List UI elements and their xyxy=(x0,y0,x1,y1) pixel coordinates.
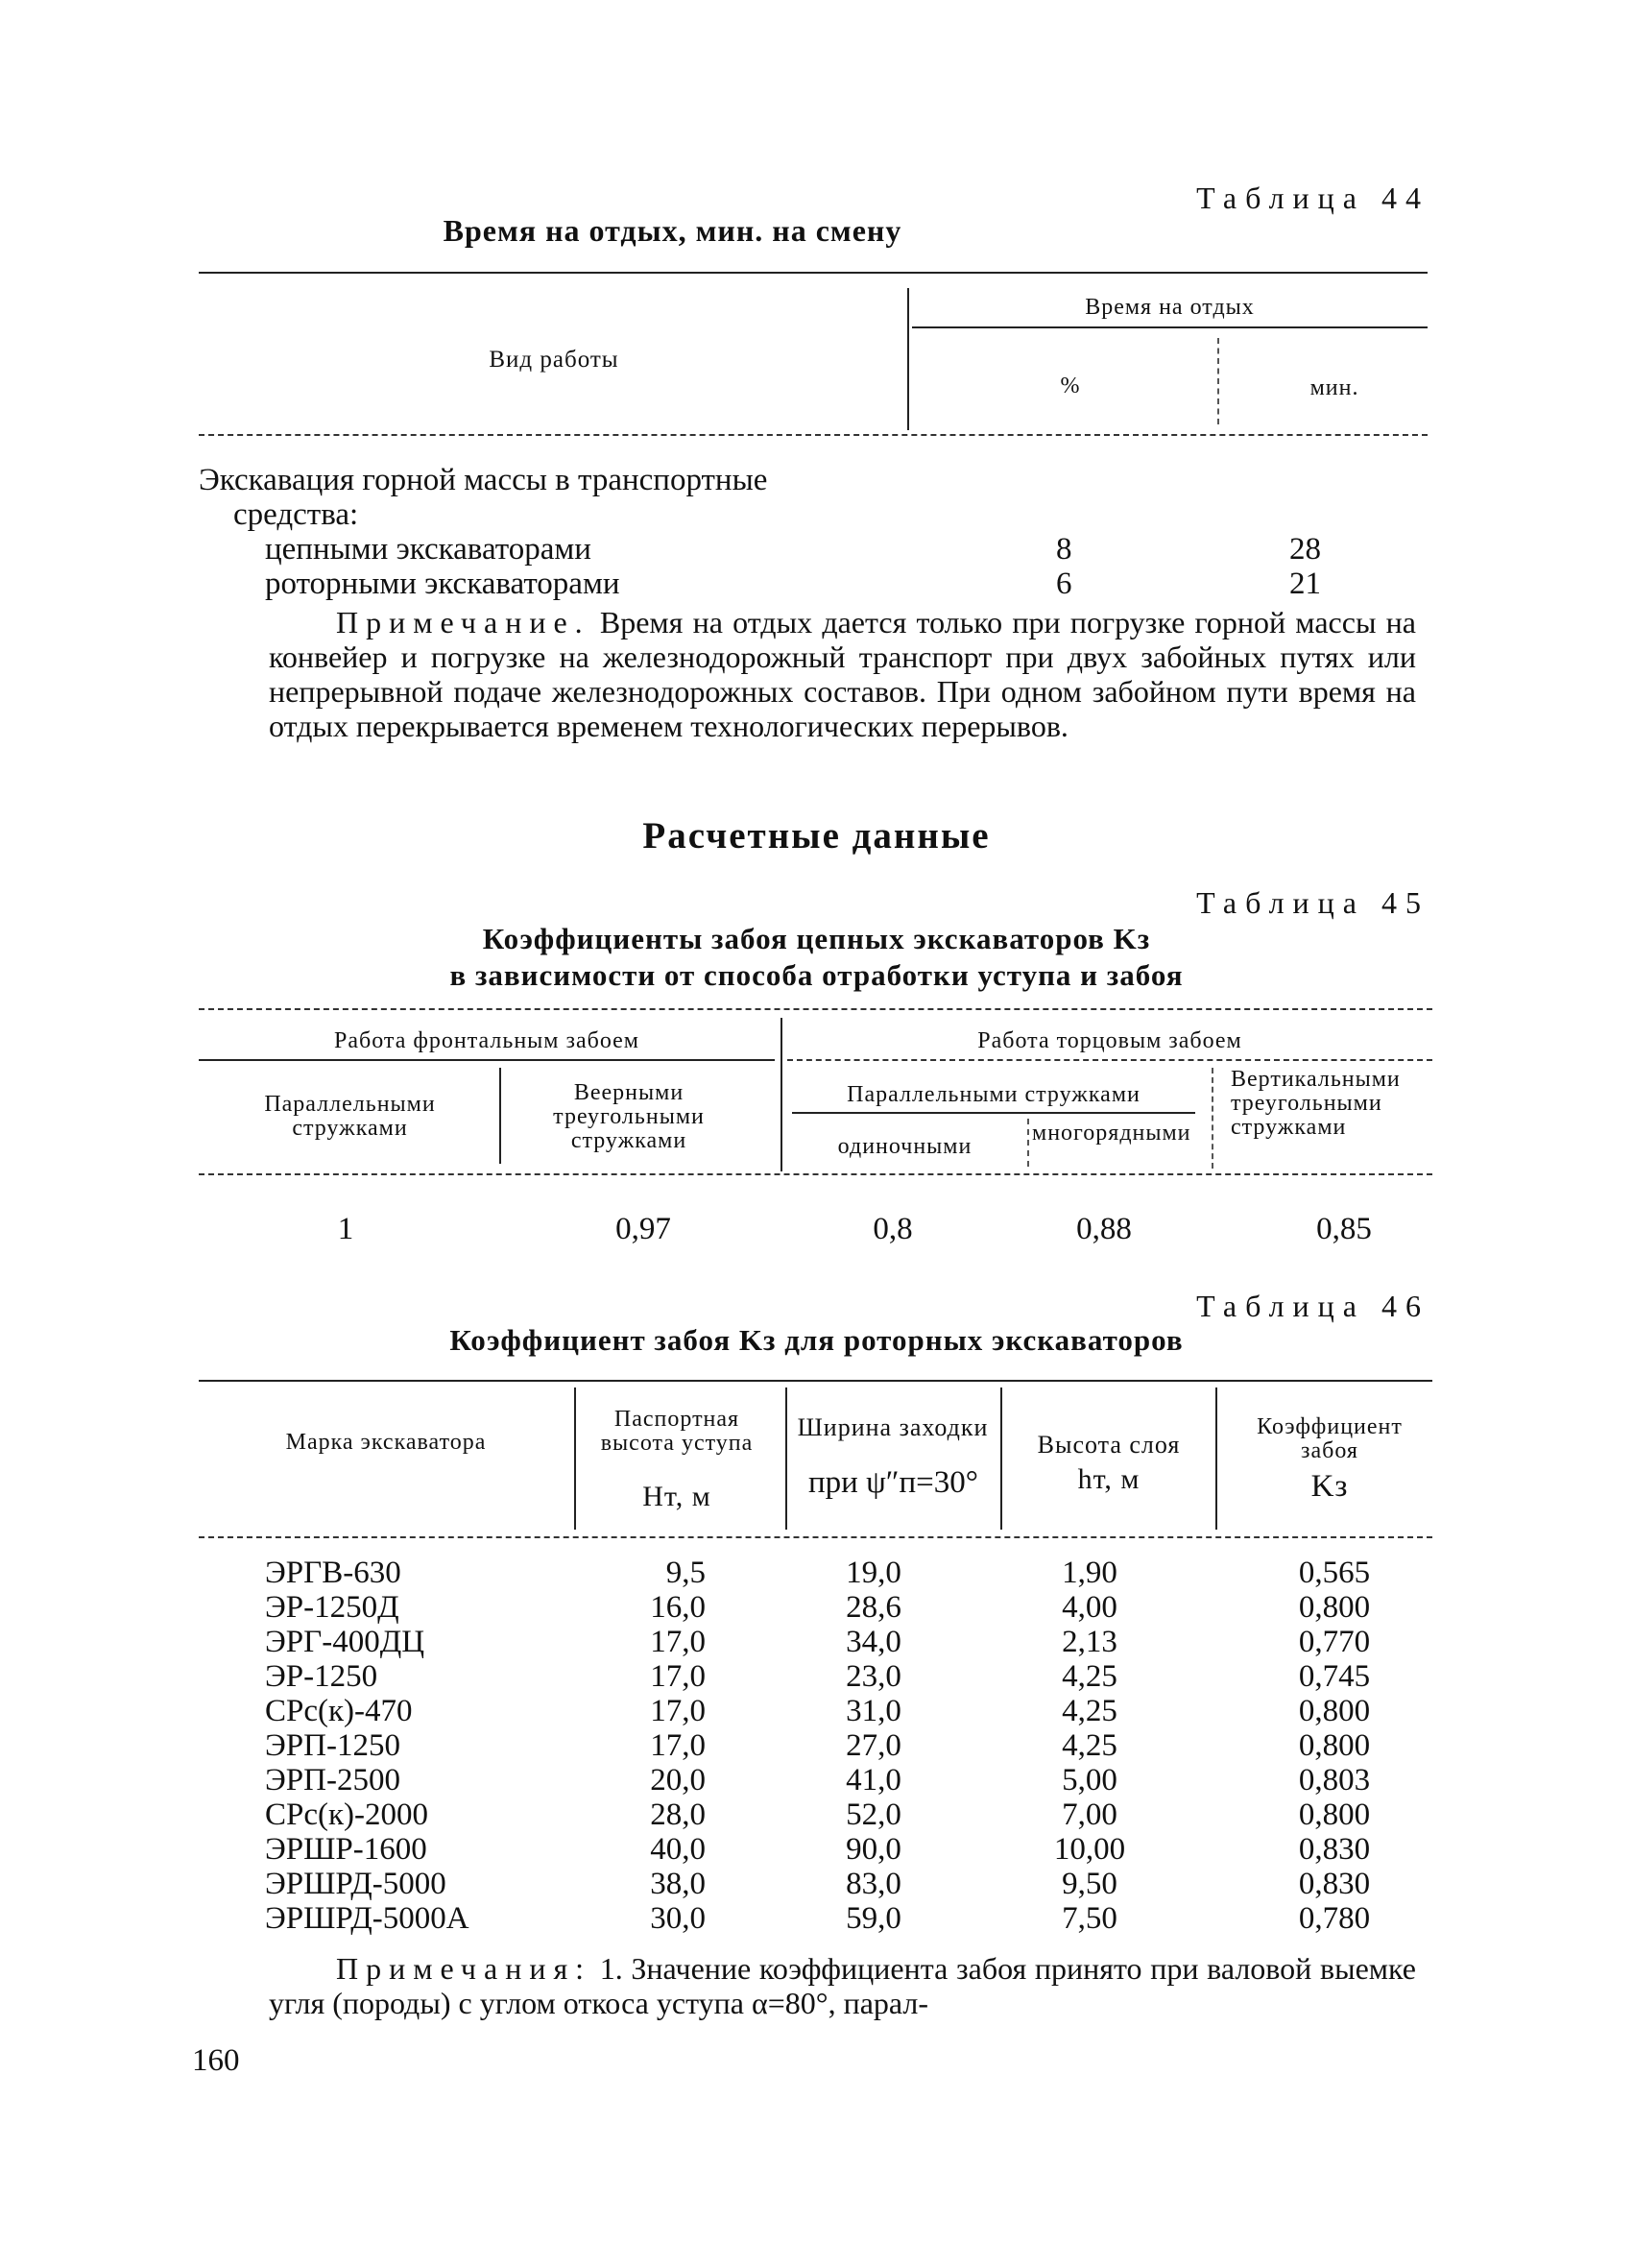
table-44-note xyxy=(269,605,1416,743)
table-46-brand: ЭРП-2500 xyxy=(265,1763,400,1798)
note-label: Примечания: xyxy=(336,1951,592,1986)
table-44-subdivider xyxy=(1217,338,1219,424)
table-46-height: 16,0 xyxy=(650,1590,706,1625)
table-46-h-coef-sym: Kз xyxy=(1310,1469,1349,1504)
table-44-header-min: мин. xyxy=(1309,375,1359,400)
table-46-divider-3 xyxy=(1000,1387,1002,1530)
table-46-h-layer: Высота слоя xyxy=(1037,1431,1181,1459)
table-46-layer: 9,50 xyxy=(1062,1867,1117,1901)
table-44-caption: Таблица 44 xyxy=(1196,181,1429,215)
table-44-header-group: Время на отдых xyxy=(1085,295,1255,320)
page-number: 160 xyxy=(192,2043,240,2078)
table-46-width: 19,0 xyxy=(846,1556,901,1590)
table-45-parallel-rule xyxy=(792,1112,1195,1114)
table-46-height: 9,5 xyxy=(665,1556,706,1590)
table-45-h-parallel2: Параллельными стружками xyxy=(847,1082,1141,1107)
table-44-row-pct: 8 xyxy=(1056,532,1072,567)
table-46-h-width: Ширина заходки xyxy=(797,1413,989,1441)
table-44-top-rule xyxy=(199,272,1428,274)
table-46-layer: 7,50 xyxy=(1062,1901,1117,1936)
table-46-caption: Таблица 46 xyxy=(1196,1289,1429,1323)
table-44-row-min: 28 xyxy=(1289,532,1321,567)
table-46-width: 41,0 xyxy=(846,1763,901,1798)
table-46-height: 17,0 xyxy=(650,1728,706,1763)
table-45-group-front: Работа фронтальным забоем xyxy=(334,1028,639,1053)
table-46-divider-1 xyxy=(574,1387,576,1530)
table-45-single-divider xyxy=(1027,1119,1029,1167)
table-44-title: Время на отдых, мин. на смену xyxy=(443,213,902,248)
note-label: Примечание. xyxy=(336,605,590,639)
table-46-width: 23,0 xyxy=(846,1659,901,1694)
table-46-h-layer-sym: hт, м xyxy=(1077,1463,1141,1495)
table-45-title-1: Коэффициенты забоя цепных экскаваторов Kз xyxy=(482,922,1151,955)
table-46-height: 40,0 xyxy=(650,1832,706,1867)
table-46-h-height: Паспортная высота уступа xyxy=(600,1407,754,1456)
table-44-header-bottom-rule xyxy=(199,434,1428,436)
table-46-coef: 0,800 xyxy=(1298,1590,1371,1625)
table-46-brand: ЭР-1250Д xyxy=(265,1590,399,1625)
table-46-width: 83,0 xyxy=(846,1867,901,1901)
table-46-layer: 4,00 xyxy=(1062,1590,1117,1625)
table-46-note xyxy=(269,1951,1416,2020)
table-46-coef: 0,803 xyxy=(1298,1763,1371,1798)
table-46-coef: 0,565 xyxy=(1298,1556,1371,1590)
table-46-top-rule xyxy=(199,1380,1432,1382)
table-46-layer: 1,90 xyxy=(1062,1556,1117,1590)
table-46-height: 17,0 xyxy=(650,1694,706,1728)
table-46-coef: 0,830 xyxy=(1298,1867,1371,1901)
table-45-title-2: в зависимости от способа отработки уступа и забоя xyxy=(449,958,1184,992)
table-46-brand: ЭРШР-1600 xyxy=(265,1832,427,1867)
table-46-brand: ЭР-1250 xyxy=(265,1659,378,1694)
table-44-header-work: Вид работы xyxy=(489,347,619,373)
table-45-top-rule xyxy=(199,1008,1432,1010)
table-46-coef: 0,800 xyxy=(1298,1728,1371,1763)
table-44-header-pct: % xyxy=(1060,374,1081,398)
table-45-front-rule xyxy=(199,1059,775,1061)
table-46-layer: 10,00 xyxy=(1053,1832,1126,1867)
table-46-brand: ЭРП-1250 xyxy=(265,1728,400,1763)
table-46-width: 90,0 xyxy=(846,1832,901,1867)
table-46-height: 38,0 xyxy=(650,1867,706,1901)
table-46-height: 28,0 xyxy=(650,1798,706,1832)
table-45-h-parallel: Параллельными стружками xyxy=(264,1092,436,1141)
table-46-width: 31,0 xyxy=(846,1694,901,1728)
table-46-height: 20,0 xyxy=(650,1763,706,1798)
table-45-value: 0,97 xyxy=(615,1212,671,1246)
table-44-row-label: роторными экскаваторами xyxy=(265,567,620,601)
section-title: Расчетные данные xyxy=(642,815,991,857)
table-44-subheader-rule xyxy=(912,326,1428,328)
table-45-sub-divider xyxy=(499,1068,501,1164)
table-46-coef: 0,800 xyxy=(1298,1798,1371,1832)
table-46-divider-4 xyxy=(1215,1387,1217,1530)
table-44-section-cont: средства: xyxy=(233,497,359,532)
table-45-h-vertical: Вертикальными треугольными стружками xyxy=(1231,1067,1401,1140)
table-46-width: 52,0 xyxy=(846,1798,901,1832)
note-text: 1. Значение коэффициента забоя принято при валовой выемке угля (породы) с углом откоса уступа α=80°, парал- xyxy=(269,1951,1416,2020)
table-45-h-single: одиночными xyxy=(837,1134,973,1159)
table-45-caption: Таблица 45 xyxy=(1196,885,1429,920)
table-46-brand: ЭРШРД-5000А xyxy=(265,1901,469,1936)
table-45-value: 1 xyxy=(337,1212,354,1246)
table-45-value: 0,85 xyxy=(1316,1212,1372,1246)
table-46-width: 34,0 xyxy=(846,1625,901,1659)
table-46-brand: СРс(к)-470 xyxy=(265,1694,413,1728)
table-46-brand: ЭРШРД-5000 xyxy=(265,1867,446,1901)
table-46-width: 28,6 xyxy=(846,1590,901,1625)
table-45-end-rule xyxy=(787,1059,1432,1061)
table-46-layer: 4,25 xyxy=(1062,1659,1117,1694)
table-45-value: 0,8 xyxy=(873,1212,913,1246)
note-text: Время на отдых дается только при погрузке горной массы на конвейер и погрузке на железнодорожный транспорт при двух забойных путях или непрерывной подаче железнодорожных составов. При одном забойном пути время на отдых перекрывается временем технологических перерывов. xyxy=(269,605,1416,743)
table-44-row-label: цепными экскаваторами xyxy=(265,532,591,567)
table-44-section: Экскавация горной массы в транспортные xyxy=(199,463,768,497)
table-46-brand: ЭРГВ-630 xyxy=(265,1556,401,1590)
table-45-header-bottom-rule xyxy=(199,1173,1432,1175)
table-46-divider-2 xyxy=(785,1387,787,1530)
table-46-height: 17,0 xyxy=(650,1659,706,1694)
table-46-coef: 0,780 xyxy=(1298,1901,1371,1936)
table-45-vertical-divider xyxy=(1212,1068,1213,1169)
table-46-h-height-sym: Hт, м xyxy=(642,1481,711,1512)
table-46-layer: 4,25 xyxy=(1062,1694,1117,1728)
table-46-header-bottom-rule xyxy=(199,1536,1432,1538)
table-46-coef: 0,770 xyxy=(1298,1625,1371,1659)
table-46-width: 59,0 xyxy=(846,1901,901,1936)
table-46-layer: 5,00 xyxy=(1062,1763,1117,1798)
table-46-coef: 0,745 xyxy=(1298,1659,1371,1694)
table-44-row-pct: 6 xyxy=(1056,567,1072,601)
table-45-value: 0,88 xyxy=(1076,1212,1132,1246)
table-46-brand: ЭРГ-400ДЦ xyxy=(265,1625,425,1659)
table-46-height: 17,0 xyxy=(650,1625,706,1659)
table-46-width: 27,0 xyxy=(846,1728,901,1763)
table-46-h-width-sym: при ψ″п=30° xyxy=(808,1465,978,1500)
table-46-layer: 7,00 xyxy=(1062,1798,1117,1832)
table-45-group-end: Работа торцовым забоем xyxy=(977,1028,1242,1053)
table-46-height: 30,0 xyxy=(650,1901,706,1936)
table-45-h-fan: Веерными треугольными стружками xyxy=(553,1080,705,1153)
table-46-coef: 0,830 xyxy=(1298,1832,1371,1867)
table-46-h-brand: Марка экскаватора xyxy=(285,1430,487,1455)
table-46-layer: 2,13 xyxy=(1062,1625,1117,1659)
table-46-brand: СРс(к)-2000 xyxy=(265,1798,429,1832)
table-44-divider xyxy=(907,288,909,430)
table-46-layer: 4,25 xyxy=(1062,1728,1117,1763)
table-46-coef: 0,800 xyxy=(1298,1694,1371,1728)
table-46-title: Коэффициент забоя Kз для роторных экскаваторов xyxy=(449,1323,1184,1357)
table-44-row-min: 21 xyxy=(1289,567,1321,601)
table-45-h-multi: многорядными xyxy=(1032,1121,1191,1146)
table-46-h-coef: Коэффициент забоя xyxy=(1257,1414,1403,1463)
